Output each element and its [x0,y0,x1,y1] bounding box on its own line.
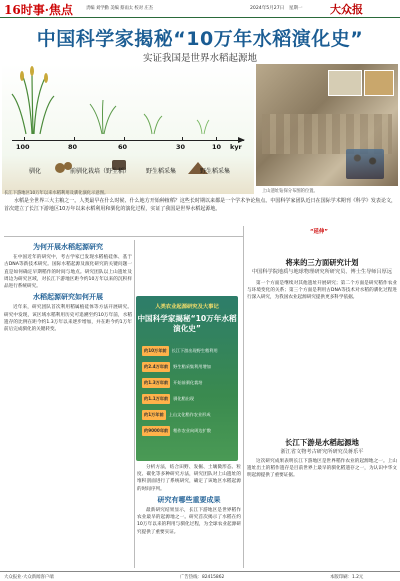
infobox-heading: 人类农业起源研究及大事记 [155,304,219,310]
page-footer [0,571,400,581]
lead-paragraph: 水稻是全世界三大主粮之一。人类最早在什么时候、什么地方开始种植稻？这些长时期以来都是一个学术争论焦点。中国科学家团队近日在国际学术期刊《科学》发表论文，首次建立了长江下游地区10万年以来水稻利用和驯化的演化过程，实证了我国是世界水稻起源地。 [4,198,396,212]
timeline-row: 约10万年前 长江下游出现野生稻利用 [142,346,232,356]
timeline-row: 约2.4万年前 野生稻采集利用增加 [142,362,232,372]
footer-left: 大众报业·大众新闻客户端 [4,575,54,580]
stage-label: 前驯化栽培（野生稻） [69,168,130,175]
body-text: 近年来，研究团队首次利用稻属植硅体等方法开展研究。研究中发现，该区域水稻利用历史可追溯至约10万年前，水稻遗存的比例在距今约1.3万年以来逐步增加，并在距今约1万年前后完成驯化的关键转变。 [4,305,132,333]
section-heading: 水稻起源研究如何开展 [33,293,103,302]
researchers-image [346,149,384,179]
subheadline: 实证我国是世界水稻起源地 [142,53,257,64]
infobox-title: 中国科学家揭秘“10万年水稻演化史” [137,314,237,333]
section-heading: 为何开展水稻起源研究 [33,243,103,251]
section-title: 长江下游是水稻起源地 [285,438,359,447]
stage-label: 野生稻采集 [145,168,176,175]
section-byline: 中国科学院地质与地球物理研究所研究员、博士生导师吕厚远 [251,269,393,275]
section-heading: 研究有哪些重要成果 [157,495,221,504]
axis-label: 80 [68,143,78,151]
page-header [0,0,400,18]
timeline-row: 约1万年前 上山文化稻作农业形成 [142,410,232,420]
body-text: 这次研究成果表明长江下游地区是世界稻作农业的起源地之一。上山遗址出土的稻作遗存是目前世界上最早的驯化稻遗存之一，为认识中华文明起源提供了重要证据。 [247,459,397,479]
inset-photo [328,70,362,96]
body-text: 在中国近年的研究中，考古学家已发现水稻植硅体、基于古DNA等新技术研究。国际水稻起源及演化研究的关键问题一直是如何确定早期稻作的时间与地点。研究团队以上山遗址及周边为研究区域，对长江下游地区距今约10万年以来的沉积样品进行系统研究。 [4,255,132,290]
timeline-row: 约1.3万年前 开始前驯化栽培 [142,378,232,388]
body-text: 最新研究结果显示，长江下游地区是世界稻作农业最早的起源地之一。研究首次揭示了水稻在约10万年以来的利用与驯化过程，为全球农业起源研究提供了重要实证。 [137,508,241,535]
timeline-row: 约9000年前 稻作农业向周边扩散 [142,426,232,436]
section-label: 16时事·焦点 [4,3,73,17]
axis-label: 60 [118,143,128,151]
issue-date: 2024年5月27日 星期一 [250,6,303,11]
stage-label: 野生稻采集 [199,168,230,175]
divider [134,240,135,568]
stage-label: 驯化 [28,168,41,175]
timeline-infobox [136,296,238,461]
divider [4,236,244,237]
body-text: 第一个方面是继续对其他遗址开展研究；第二个方面是研究稻作农业与环境变化的关系；第三个方面是利用古DNA等技术对水稻的驯化过程进行深入研究，为我国农业起源研究提供更多科学依据。 [247,281,397,301]
left-column [4,240,132,568]
axis-unit: kyr [230,143,242,151]
section-byline: 浙江省文物考古研究所研究员蒋乐平 [280,449,364,455]
excavation-photo [256,64,398,186]
body-text: 分析方法，结合田野、发掘、土壤微形态、粒度、碳化等多种研究方法，研究团队对上山遗址的堆积剖面进行了系统研究，确定了该地区水稻起源的时间序列。 [137,465,241,492]
mid-column [137,464,241,568]
axis-label: 100 [16,143,30,151]
extension-tag: “延伸” [310,229,328,235]
rice-evolution-diagram [2,64,254,194]
axis-label: 10 [212,143,222,151]
divider [243,226,244,568]
photo-caption: 上山遗址钻探分布图的位置。 [262,189,318,194]
timeline-row: 约1.1万年前 驯化稻出现 [142,394,232,404]
excavation-site-image [262,114,392,154]
footer-phone: 广告热线：82415862 [180,575,225,580]
footer-right: 本版印刷：1.2元 [330,575,364,580]
axis-label: 30 [176,143,186,151]
right-column-text [247,280,397,434]
right-column-text [247,458,397,568]
inset-photo [364,70,394,96]
section-title: 将来的三方面研究计划 [285,258,359,267]
diagram-caption: 长江下游地区10万年以来水稻利用及驯化演化示意图。 [4,191,109,196]
newspaper-logo: 大众报 [330,3,363,16]
editor-credits: 责编 刘学勤 美编 蔡雨太 校对 庄杰 [86,6,153,11]
headline: 中国科学家揭秘“10万年水稻演化史” [36,28,364,50]
